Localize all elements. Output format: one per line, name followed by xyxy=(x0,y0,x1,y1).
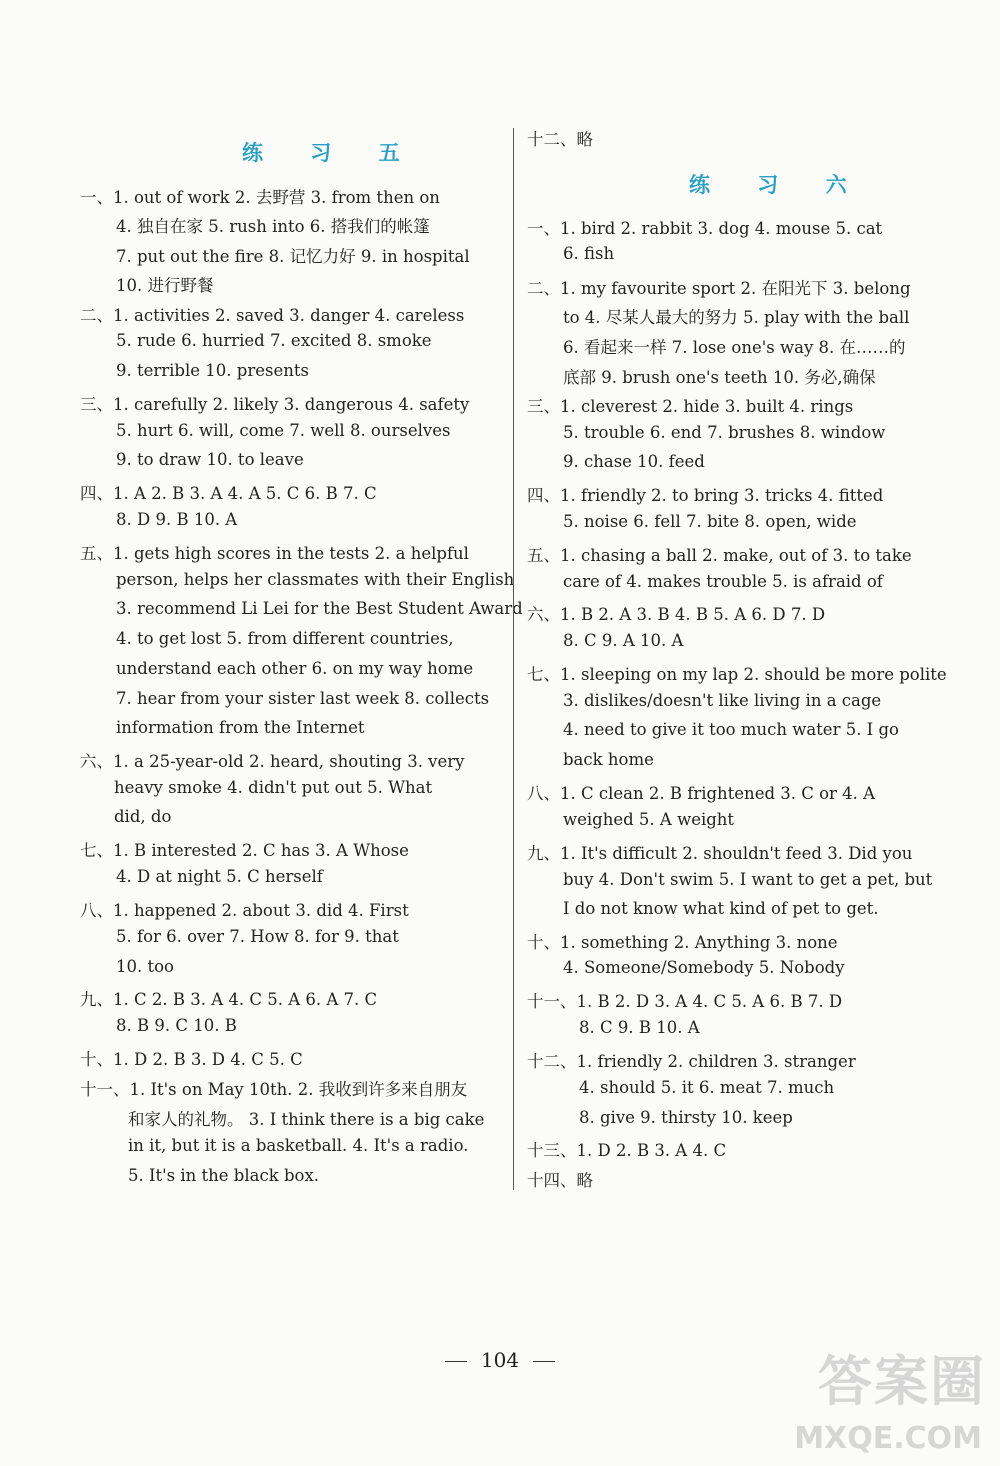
answer-line: 6. 看起来一样 7. lose one's way 8. 在……的 xyxy=(563,338,906,357)
answer-line: 5. hurt 6. will, come 7. well 8. ourselves xyxy=(116,421,451,440)
answer-line: 9. terrible 10. presents xyxy=(116,361,309,380)
answer-line: 10. 进行野餐 xyxy=(116,276,214,295)
answer-line: 三、1. carefully 2. likely 3. dangerous 4. safety xyxy=(80,395,470,414)
answer-line: 十、1. D 2. B 3. D 4. C 5. C xyxy=(80,1050,303,1069)
answer-line: weighed 5. A weight xyxy=(563,810,735,829)
answer-line: 8. C 9. B 10. A xyxy=(579,1018,700,1037)
answer-line: 4. need to give it too much water 5. I go xyxy=(563,720,899,739)
answer-line: 3. dislikes/doesn't like living in a cage xyxy=(563,691,882,710)
answer-line: 十二、1. friendly 2. children 3. stranger xyxy=(527,1052,856,1071)
watermark-text: 答案圈 xyxy=(818,1350,986,1413)
watermark-url: MXQE.COM xyxy=(794,1421,982,1456)
answer-line: 六、1. B 2. A 3. B 4. B 5. A 6. D 7. D xyxy=(527,605,826,624)
answer-line: 5. It's in the black box. xyxy=(128,1166,320,1185)
answer-line: 九、1. It's difficult 2. shouldn't feed 3. Did you xyxy=(527,844,913,863)
answer-line: 六、1. a 25-year-old 2. heard, shouting 3. very xyxy=(80,752,465,771)
answer-line: 二、1. my favourite sport 2. 在阳光下 3. belong xyxy=(527,279,911,298)
answer-line: 七、1. B interested 2. C has 3. A Whose xyxy=(80,841,409,860)
answer-line: understand each other 6. on my way home xyxy=(116,659,474,678)
answer-line: 十一、1. It's on May 10th. 2. 我收到许多来自朋友 xyxy=(80,1080,468,1099)
answer-line: 4. should 5. it 6. meat 7. much xyxy=(579,1078,835,1097)
answer-line: 4. D at night 5. C herself xyxy=(116,867,323,886)
answer-line: 6. fish xyxy=(563,244,615,263)
answer-line: 八、1. happened 2. about 3. did 4. First xyxy=(80,901,409,920)
answer-line: 和家人的礼物。 3. I think there is a big cake xyxy=(128,1110,485,1129)
answer-line: 一、1. out of work 2. 去野营 3. from then on xyxy=(80,188,440,207)
page-number: 104 xyxy=(0,1348,1000,1372)
answer-line: 9. to draw 10. to leave xyxy=(116,450,304,469)
answer-line: 十三、1. D 2. B 3. A 4. C xyxy=(527,1141,727,1160)
answer-line: 三、1. cleverest 2. hide 3. built 4. rings xyxy=(527,397,854,416)
answer-line: buy 4. Don't swim 5. I want to get a pet, but xyxy=(563,870,933,889)
answer-line: information from the Internet xyxy=(116,718,365,737)
answer-line: person, helps her classmates with their English xyxy=(116,570,515,589)
answer-line: 一、1. bird 2. rabbit 3. dog 4. mouse 5. cat xyxy=(527,219,883,238)
answer-line: back home xyxy=(563,750,654,769)
answer-line: I do not know what kind of pet to get. xyxy=(563,899,879,918)
answer-line: 十一、1. B 2. D 3. A 4. C 5. A 6. B 7. D xyxy=(527,992,843,1011)
answer-line: 5. trouble 6. end 7. brushes 8. window xyxy=(563,423,886,442)
answer-line: to 4. 尽某人最大的努力 5. play with the ball xyxy=(563,308,910,327)
answer-line: 5. for 6. over 7. How 8. for 9. that xyxy=(116,927,399,946)
answer-line: 九、1. C 2. B 3. A 4. C 5. A 6. A 7. C xyxy=(80,990,378,1009)
answer-line: 4. Someone/Somebody 5. Nobody xyxy=(563,958,845,977)
answer-line: 十二、略 xyxy=(527,130,593,149)
answer-line: 底部 9. brush one's teeth 10. 务必,确保 xyxy=(563,368,876,387)
answer-line: 七、1. sleeping on my lap 2. should be more polite xyxy=(527,665,947,684)
answer-line: 4. 独自在家 5. rush into 6. 搭我们的帐篷 xyxy=(116,217,430,236)
answer-line: 7. put out the fire 8. 记忆力好 9. in hospital xyxy=(116,247,470,266)
answer-line: 7. hear from your sister last week 8. collects xyxy=(116,689,490,708)
answer-line: 10. too xyxy=(116,957,174,976)
answer-line: 五、1. chasing a ball 2. make, out of 3. to take xyxy=(527,546,912,565)
answer-line: 8. D 9. B 10. A xyxy=(116,510,238,529)
answer-line: 四、1. friendly 2. to bring 3. tricks 4. fitted xyxy=(527,486,884,505)
answer-line: 5. rude 6. hurried 7. excited 8. smoke xyxy=(116,331,432,350)
answer-line: 八、1. C clean 2. B frightened 3. C or 4. A xyxy=(527,784,876,803)
answer-line: 8. C 9. A 10. A xyxy=(563,631,684,650)
answer-line: 5. noise 6. fell 7. bite 8. open, wide xyxy=(563,512,857,531)
answer-line: 8. give 9. thirsty 10. keep xyxy=(579,1108,793,1127)
answer-line: heavy smoke 4. didn't put out 5. What xyxy=(114,778,433,797)
answer-line: 十、1. something 2. Anything 3. none xyxy=(527,933,838,952)
answer-line: 3. recommend Li Lei for the Best Student Award xyxy=(116,599,523,618)
answer-line: 9. chase 10. feed xyxy=(563,452,705,471)
answer-line: 五、1. gets high scores in the tests 2. a helpful xyxy=(80,544,469,563)
answer-line: care of 4. makes trouble 5. is afraid of xyxy=(563,572,883,591)
answer-line: 4. to get lost 5. from different countries, xyxy=(116,629,454,648)
section-title-6: 练 习 六 xyxy=(689,172,867,197)
answer-line: did, do xyxy=(114,807,172,826)
answer-line: 十四、略 xyxy=(527,1171,593,1190)
column-divider xyxy=(513,128,514,1190)
section-title-5: 练 习 五 xyxy=(242,140,420,165)
answer-line: in it, but it is a basketball. 4. It's a radio. xyxy=(128,1136,469,1155)
answer-line: 二、1. activities 2. saved 3. danger 4. careless xyxy=(80,306,465,325)
answer-line: 8. B 9. C 10. B xyxy=(116,1016,237,1035)
answer-line: 四、1. A 2. B 3. A 4. A 5. C 6. B 7. C xyxy=(80,484,377,503)
